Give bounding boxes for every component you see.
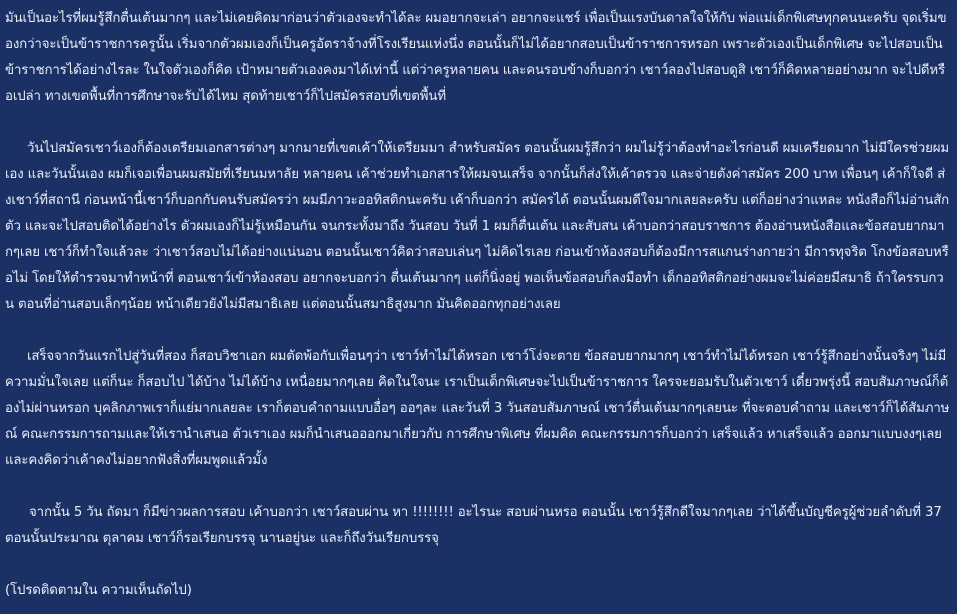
post-paragraph: จากนั้น 5 วัน ถัดมา ก็มีข่าวผลการสอบ เค้าบอกว่า เชาว์สอบผ่าน หา !!!!!!!! อะไรนะ สอบผ่านหรอ ตอนนั้น เชาว์รู้สึกดีใจมากๆเลย ว่าได้ขึ้นบัญชีครูผู้ช่วยลำดับที่ 37 ตอนนั้นประมาณ ตุลาคม เชาว์ก็รอเรียกบรรจุ นานอยู่นะ และก็ถึงวันเรียกบรรจุ <box>5 505 942 546</box>
post-paragraph: เสร็จจากวันแรกไปสู่วันที่สอง ก็สอบวิชาเอก ผมตัดพ้อกับเพื่อนๆว่า เชาว์ทำไม่ได้หรอก เชาว์โง่จะตาย ข้อสอบยากมากๆ เชาว์ทำไม่ได้หรอก เชาว์รู้สึกอย่างนั้นจริงๆ ไม่มีความมั่นใจเลย แต่ก็นะ ก็สอบไป ได้บ้าง ไม่ได้บ้าง เหนื่อยมากๆเลย คิดในใจนะ เราเป็นเด็กพิเศษจะไปเป็นข้าราชการ ใครจะยอมรับในตัวเชาว์ เดี๋ยวพรุ่งนี้ สอบสัมภาษณ์ก็ต้องไม่ผ่านหรอก บุคลิกภาพเราก็แย่มากเลยละ เราก็ตอบคำถามแบบอื่อๆ ออๆละ และวันที่ 3 วันสอบสัมภาษณ์ เชาว์ตื่นเต้นมากๆเลยนะ ที่จะตอบคำถาม และเชาว์ก็ได้สัมภาษณ์ คณะกรรมการถามและให้เรานำเสนอ ตัวเราเอง ผมก็นำเสนอออกมาเกี่ยวกับ การศึกษาพิเศษ ที่ผมคิด คณะกรรมการก็บอกว่า เสร็จแล้ว หาเสร็จแล้ว ออกมาแบบงงๆเลย และคงคิดว่าเค้าคงไม่อยากฟังสิ่งที่ผมพูดแล้วมั้ง <box>5 349 950 468</box>
paragraph-spacer <box>5 474 951 500</box>
post-paragraph: มันเป็นอะไรที่ผมรู้สึกตื่นเต้นมากๆ และไม่เคยคิดมาก่อนว่าตัวเองจะทำได้ละ ผมอยากจะเล่า อยากจะแชร์ เพื่อเป็นแรงบันดาลใจให้กับ พ่อแม่เด็กพิเศษทุกคนนะครับ จุดเริ่มของกว่าจะเป็นข้าราชการครูนั้น เริ่มจากตัวผมเองก็เป็นครูอัตราจ้างที่โรงเรียนแห่งนึ่ง ตอนนั้นก็ไม่ได้อยากสอบเป็นข้าราชการหรอก เพราะตัวเองเป็นเด็กพิเศษ จะไปสอบเป็นข้าราชการได้อย่างไรละ ในใจตัวเองก็คิด เป้าหมายตัวเองคงมาได้เท่านี้ แต่ว่าครูหลายคน และคนรอบข้างก็บอกว่า เชาว์ลองไปสอบดูสิ เชาว์ก็คิดหลายอย่างมาก จะไปดีหรือเปล่า ทางเขตพื้นที่การศึกษาจะรับได้ไหม สุดท้ายเชาว์ก็ไปสมัครสอบที่เขตพื้นที่ <box>5 11 947 104</box>
paragraph-spacer <box>5 318 951 344</box>
continued-note: (โปรดติดตามใน ความเห็นถัดไป) <box>5 583 192 598</box>
paragraph-spacer <box>5 110 951 136</box>
paragraph-spacer <box>5 552 951 578</box>
post-paragraph: วันไปสมัครเชาว์เองก็ต้องเตรียมเอกสารต่างๆ มากมายที่เขตเค้าให้เตรียมมา สำหรับสมัคร ตอนนั้นผมรู้สึกว่า ผมไม่รู้ว่าต้องทำอะไรก่อนดี ผมเครียดมาก ไม่มีใครช่วยผมเอง และวันนั้นเอง ผมก็เจอเพื่อนผมสมัยที่เรียนมหาลัย หลายคน เค้าช่วยทำเอกสารให้ผมจนเสร็จ จากนั้นก็ส่งให้เค้าตรวจ และจ่ายตังค่าสมัคร 200 บาท เพื่อนๆ เค้าก็ใจดี ส่งเชาว์ที่สถานี ก่อนหน้านี้เชาว์ก็บอกกับคนรับสมัครว่า ผมมีภาวะออทิสติกนะครับ เค้าก็บอกว่า สมัครได้ ตอนนั้นผมดีใจมากเลยละครับ แต่ก็อย่างว่าแหละ หนังสือก็ไม่อ่านสักตัว และจะไปสอบติดได้อย่างไร ตัวผมเองก็ไม่รู้เหมือนกัน จนกระทั้งมาถึง วันสอบ วันที่ 1 ผมก็ตื่นเต้น และสับสน เค้าบอกว่าสอบราชการ ต้องอ่านหนังสือและข้อสอบยากมากๆเลย เชาว์ก็ทำใจแล้วละ ว่าเชาว์สอบไม่ได้อย่างแน่นอน ตอนนั้นเชาว์คิดว่าสอบเล่นๆ ไม่คิดไรเลย ก่อนเข้าห้องสอบก็ต้องมีการสแกนร่างกายว่า มีการทุจริต โกงข้อสอบหรือไม่ โดยให้ตำรวจมาทำหน้าที่ ตอนเชาว์เข้าห้องสอบ อยากจะบอกว่า ตื่นเต้นมากๆ แต่ก็นิ่งอยู่ พอเห็นข้อสอบก็ลงมือทำ เด็กออทิสติกอย่างผมจะไม่ค่อยมีสมาธิ ถ้าใครรบกวน ตอนที่อ่านสอบเล็กๆน้อย หน้าเดียวยังไม่มีสมาธิเลย แต่ตอนนั้นสมาธิสูงมาก มันคิดออกทุกอย่างเลย <box>5 141 950 312</box>
